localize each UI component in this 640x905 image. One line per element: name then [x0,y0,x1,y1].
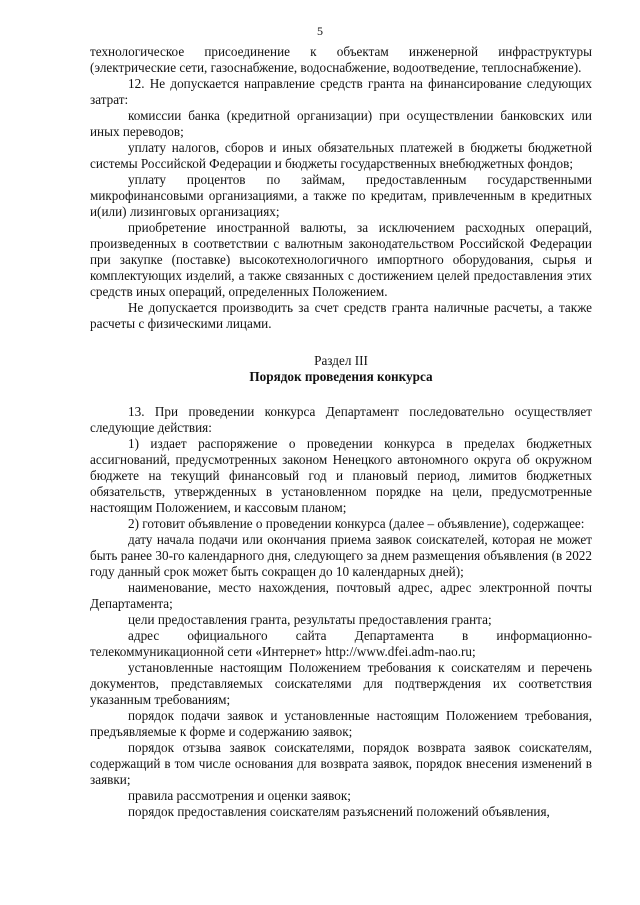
paragraph-website: адрес официального сайта Департамента в информационно-телекоммуникационной сети «Интернет» http://www.dfei.adm-nao.ru; [90,628,592,659]
paragraph-bank-fees: комиссии банка (кредитной организации) при осуществлении банковских или иных переводов; [90,108,592,139]
section-number: Раздел III [314,353,368,368]
paragraph-grant-goals: цели предоставления гранта, результаты предоставления гранта; [128,612,492,627]
paragraph-continuation: технологическое присоединение к объектам инженерной инфраструктуры (электрические сети, газоснабжение, водоснабжение, водоотведение, теплоснабжение). [90,44,592,75]
paragraph-subitem-1: 1) издает распоряжение о проведении конкурса в пределах бюджетных ассигнований, предусмотренных законом Ненецкого автономного округа об окружном бюджете на текущий финансовый год и плановый период, лимитов бюджетных обязательств, утвержденных в установленном порядке на цели, предусмотренные настоящим Положением, и кассовым планом; [90,436,592,515]
paragraph-item-12: 12. Не допускается направление средств гранта на финансирование следующих затрат: [90,76,592,107]
paragraph-cash-prohibition: Не допускается производить за счет средств гранта наличные расчеты, а также расчеты с физическими лицами. [90,300,592,331]
paragraph-foreign-currency: приобретение иностранной валюты, за исключением расходных операций, произведенных в соответствии с валютным законодательством Российской Федерации при закупке (поставке) высокотехнологичного импортного оборудования, сырья и комплектующих изделий, а также связанных с достижением целей предоставления этих средств иных операций, определенных Положением. [90,220,592,299]
paragraph-subitem-2: 2) готовит объявление о проведении конкурса (далее – объявление), содержащее: [128,516,585,531]
paragraph-withdrawal: порядок отзыва заявок соискателями, порядок возврата заявок соискателям, содержащий в том числе основания для возврата заявок, порядок внесения изменений в заявки; [90,740,592,787]
paragraph-department-address: наименование, место нахождения, почтовый адрес, адрес электронной почты Департамента; [90,580,592,611]
paragraph-dates: дату начала подачи или окончания приема заявок соискателей, которая не может быть ранее 30-го календарного дня, следующего за днем размещения объявления (в 2022 году данный срок может быть сокращен до 10 календарных дней); [90,532,592,579]
paragraph-submission-order: порядок подачи заявок и установленные настоящим Положением требования, предъявляемые к форме и содержанию заявок; [90,708,592,739]
paragraph-item-13: 13. При проведении конкурса Департамент последовательно осуществляет следующие действия: [90,404,592,435]
paragraph-taxes: уплату налогов, сборов и иных обязательных платежей в бюджеты бюджетной системы Российской Федерации и бюджеты государственных внебюджетных фондов; [90,140,592,171]
paragraph-loan-interest: уплату процентов по займам, предоставленным государственными микрофинансовыми организациями, а также по кредитам, привлеченным в кредитных и(или) лизинговых организациях; [90,172,592,219]
document-body [90,44,592,820]
page-number: 5 [317,24,323,38]
section-title: Порядок проведения конкурса [249,369,433,384]
paragraph-requirements: установленные настоящим Положением требования к соискателям и перечень документов, представляемых соискателями для подтверждения их соответствия указанным требованиям; [90,660,592,707]
section-heading [90,353,592,385]
paragraph-review-rules: правила рассмотрения и оценки заявок; [128,788,351,803]
paragraph-clarifications: порядок предоставления соискателям разъяснений положений объявления, [128,804,550,819]
